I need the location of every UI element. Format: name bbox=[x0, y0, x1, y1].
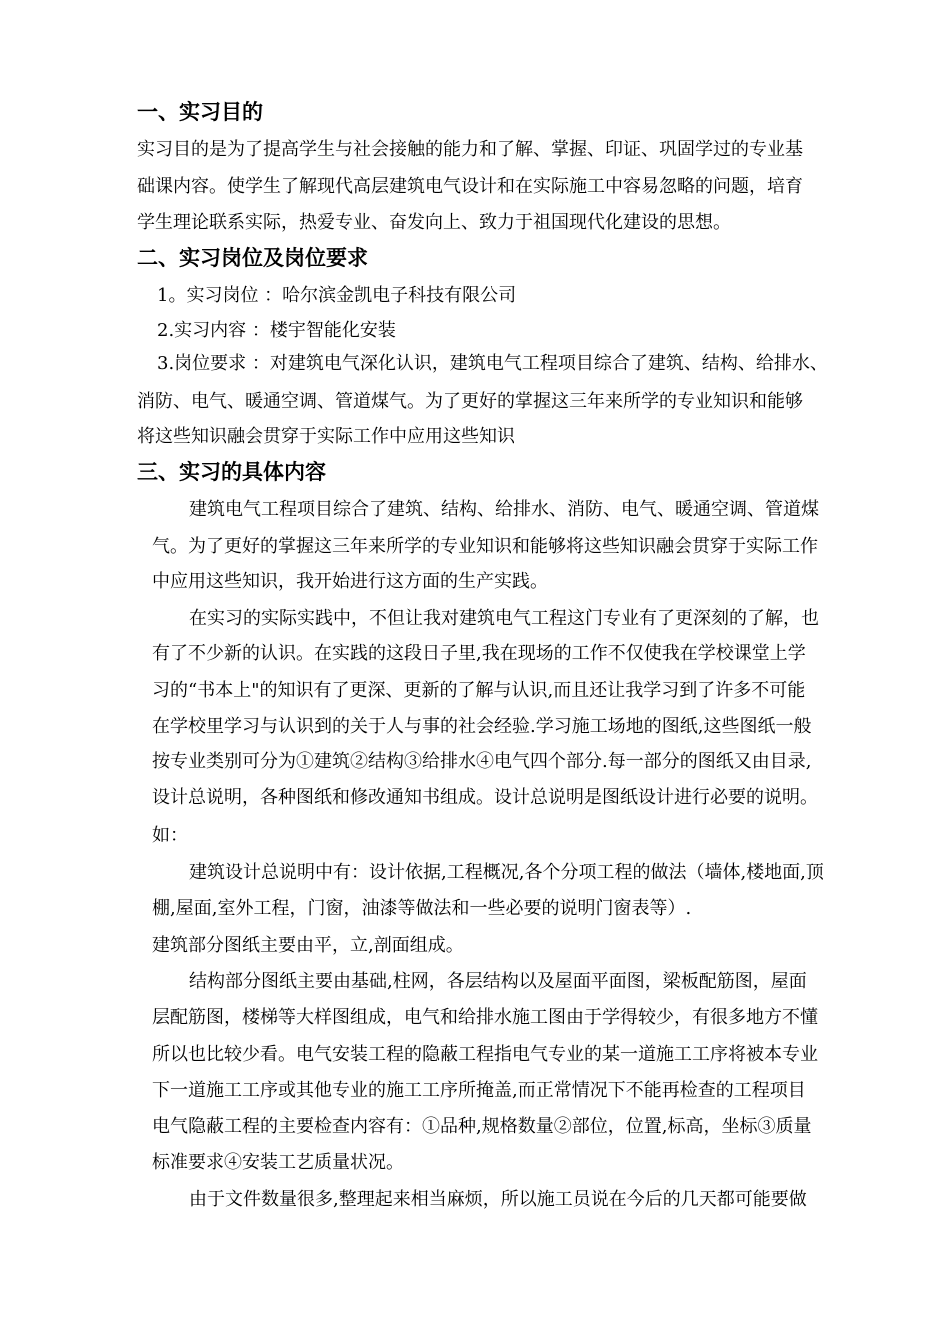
paragraph-line: 气。为了更好的掌握这三年来所学的专业知识和能够将这些知识融会贯穿于实际工作 bbox=[152, 536, 818, 557]
paragraph-line: 建筑设计总说明中有：设计依据,工程概况,各个分项工程的做法（墙体,楼地面,顶 bbox=[189, 862, 824, 883]
paragraph-line: 中应用这些知识，我开始进行这方面的生产实践。 bbox=[152, 571, 548, 592]
paragraph-line: 在学校里学习与认识到的关于人与事的社会经验.学习施工场地的图纸,这些图纸一般 bbox=[152, 716, 812, 737]
paragraph-line: 如： bbox=[152, 825, 188, 846]
list-item: 1。实习岗位 ：哈尔滨金凯电子科技有限公司 bbox=[157, 285, 517, 306]
paragraph-line: 建筑部分图纸主要由平，立,剖面组成。 bbox=[152, 935, 464, 956]
list-item: 2.实习内容 ：楼宇智能化安装 bbox=[157, 320, 396, 341]
paragraph-line: 电气隐蔽工程的主要检查内容有：①品种,规格数量②部位，位置,标高，坐标③质量 bbox=[152, 1116, 812, 1137]
paragraph-line: 棚,屋面,室外工程，门窗，油漆等做法和一些必要的说明门窗表等）. bbox=[152, 898, 692, 919]
paragraph-line: 标准要求④安装工艺质量状况。 bbox=[152, 1152, 404, 1173]
paragraph-line: 设计总说明，各种图纸和修改通知书组成。设计总说明是图纸设计进行必要的说明。 bbox=[152, 787, 818, 808]
paragraph-line: 础课内容。使学生了解现代高层建筑电气设计和在实际施工中容易忽略的问题，培育 bbox=[137, 176, 803, 197]
paragraph-line: 由于文件数量很多,整理起来相当麻烦，所以施工员说在今后的几天都可能要做 bbox=[189, 1189, 807, 1210]
section-heading: 三、实习的具体内容 bbox=[137, 460, 326, 484]
section-heading: 一、实习目的 bbox=[137, 100, 263, 124]
paragraph-line: 实习目的是为了提高学生与社会接触的能力和了解、掌握、印证、巩固学过的专业基 bbox=[137, 139, 803, 160]
paragraph-line: 消防、电气、暖通空调、管道煤气。为了更好的掌握这三年来所学的专业知识和能够 bbox=[137, 391, 803, 412]
paragraph-line: 有了不少新的认识。在实践的这段日子里,我在现场的工作不仅使我在学校课堂上学 bbox=[152, 643, 806, 664]
paragraph-line: 所以也比较少看。电气安装工程的隐蔽工程指电气专业的某一道施工工序将被本专业 bbox=[152, 1044, 818, 1065]
paragraph-line: 下一道施工工序或其他专业的施工工序所掩盖,而正常情况下不能再检查的工程项目 bbox=[152, 1080, 806, 1101]
paragraph-line: 习的“书本上"的知识有了更深、更新的了解与认识,而且还让我学习到了许多不可能 bbox=[152, 680, 806, 701]
paragraph-line: 结构部分图纸主要由基础,柱网，各层结构以及屋面平面图，梁板配筋图，屋面 bbox=[189, 971, 807, 992]
paragraph-line: 在实习的实际实践中，不但让我对建筑电气工程这门专业有了更深刻的了解，也 bbox=[189, 608, 819, 629]
paragraph-line: 学生理论联系实际，热爱专业、奋发向上、致力于祖国现代化建设的思想。 bbox=[137, 212, 731, 233]
section-heading: 二、实习岗位及岗位要求 bbox=[137, 246, 368, 270]
paragraph-line: 层配筋图，楼梯等大样图组成，电气和给排水施工图由于学得较少，有很多地方不懂 bbox=[152, 1007, 818, 1028]
paragraph-line: 将这些知识融会贯穿于实际工作中应用这些知识 bbox=[137, 426, 515, 447]
paragraph-line: 建筑电气工程项目综合了建筑、结构、给排水、消防、电气、暖通空调、管道煤 bbox=[189, 499, 819, 520]
paragraph-line: 按专业类别可分为①建筑②结构③给排水④电气四个部分.每一部分的图纸又由目录, bbox=[152, 751, 812, 772]
list-item: 3.岗位要求 ：对建筑电气深化认识，建筑电气工程项目综合了建筑、结构、给排水、 bbox=[157, 353, 828, 374]
